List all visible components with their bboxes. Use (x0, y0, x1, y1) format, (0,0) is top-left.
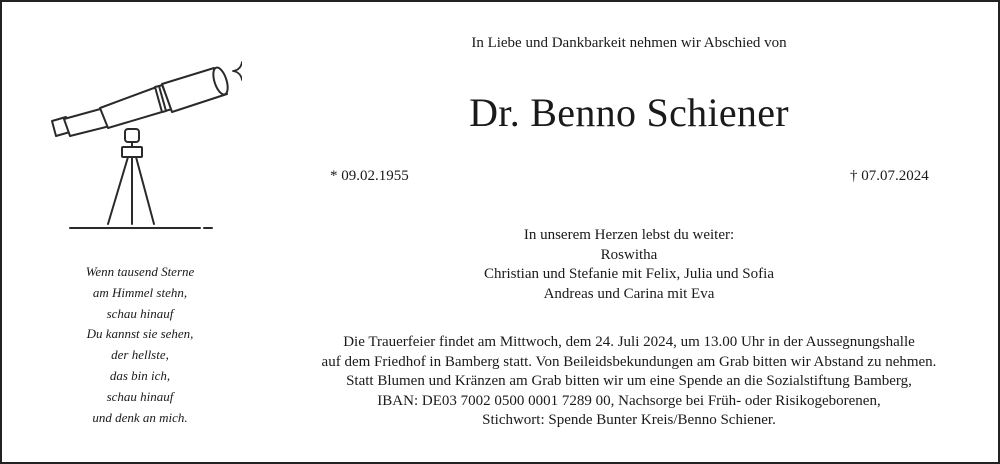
poem-line: und denk an mich. (92, 409, 188, 425)
poem-line: Du kannst sie sehen, (86, 326, 194, 342)
birth-date: * 09.02.1955 (330, 168, 409, 184)
poem-line: schau hinauf (106, 305, 174, 321)
bereaved-line: Roswitha (600, 246, 658, 263)
bereaved-line: In unserem Herzen lebst du weiter: (523, 227, 735, 243)
poem-line: schau hinauf (106, 388, 174, 404)
intro-line: In Liebe und Dankbarkeit nehmen wir Abschied von (471, 35, 787, 51)
service-line: Statt Blumen und Kränzen am Grab bitten wir um eine Spende an die Sozialstiftung Bamberg, (346, 373, 912, 389)
death-date: † 07.07.2024 (850, 168, 929, 184)
poem-line: am Himmel stehn, (92, 284, 188, 300)
deceased-name: Dr. Benno Schiener (469, 90, 789, 135)
bereaved-line: Christian und Stefanie mit Felix, Julia und Sofia (484, 266, 774, 282)
service-line: Die Trauerfeier findet am Mittwoch, dem 24. Juli 2024, um 13.00 Uhr in der Aussegnungshalle (343, 334, 915, 350)
poem (2, 262, 278, 428)
service-line: IBAN: DE03 7002 0500 0001 7289 00, Nachsorge bei Früh- oder Risikogeborenen, (377, 392, 881, 409)
poem-line: der hellste, (111, 347, 169, 363)
poem-line: Wenn tausend Sterne (85, 264, 195, 279)
bereaved-line: Andreas und Carina mit Eva (543, 285, 715, 302)
service-line: Stichwort: Spende Bunter Kreis/Benno Schiener. (482, 412, 776, 428)
poem-line: das bin ich, (109, 367, 171, 383)
service-line: auf dem Friedhof in Bamberg statt. Von Beileidsbekundungen am Grab bitten wir Abstand zu nehmen. (321, 353, 937, 370)
